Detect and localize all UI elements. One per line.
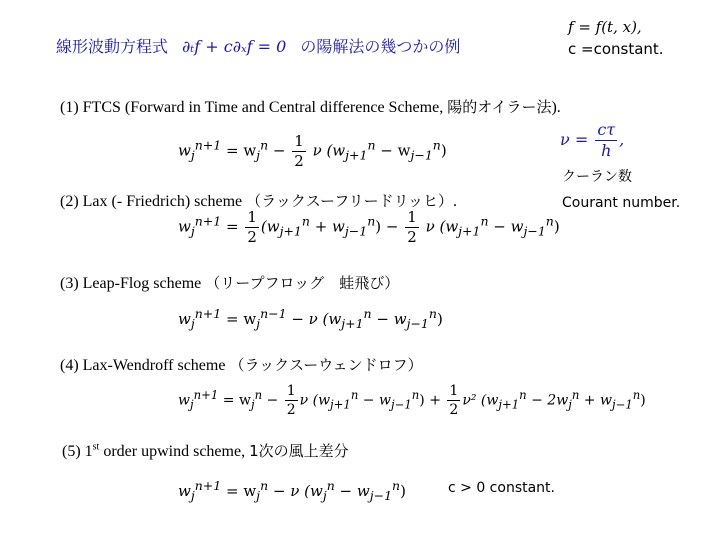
scheme-2-heading — [60, 190, 457, 211]
scheme-5-label-jp: 1次の風上差分 — [249, 442, 349, 460]
formula-lax-wendroff: $w_j^{n+1} = w_j^n$ − $\frac{1}{2}$ ν $(w_{j+1}^n - w_{j-1}^n)$ + $\frac{1}{2}$ ν² $(w_{j+1}^n - 2w_j^n + w_{j-1}^n)$ — [178, 383, 646, 418]
upwind-note: c > 0 constant. — [448, 480, 555, 496]
scheme-4-heading — [60, 354, 423, 375]
fraction-half: $\frac{1}{2}$ — [294, 132, 304, 170]
scheme-5-heading: (5) 1st order upwind scheme, 1次の風上差分 — [62, 441, 349, 460]
fraction-half: $\frac{1}{2}$ — [407, 208, 417, 246]
scheme-1-heading — [60, 96, 561, 117]
fraction-half: $\frac{1}{2}$ — [449, 383, 459, 418]
scheme-3-label: (3) Leap-Flog scheme — [60, 275, 202, 292]
scheme-3-label-jp: （リープフロッグ 蛙飛び） — [205, 274, 400, 292]
scheme-4-label-jp: （ラックスーウェンドロフ） — [229, 356, 423, 374]
fraction-c-tau-over-h: $\frac{c\tau}{h}$ — [597, 120, 616, 160]
courant-en: Courant number. — [562, 195, 681, 211]
scheme-1-label-tail: ). — [551, 99, 561, 116]
scheme-1-label: (1) FTCS (Forward in Time and Central difference Scheme, — [60, 99, 444, 116]
definition-f: f = f(t, x), — [568, 18, 642, 36]
fraction-half: $\frac{1}{2}$ — [247, 208, 257, 246]
scheme-2-label-tail: . — [453, 193, 457, 210]
scheme-2-label-jp: （ラックスーフリードリッヒ） — [246, 192, 453, 210]
definitions-box — [568, 16, 664, 60]
formula-leapfrog: $w_j^{n+1} = w_j^{n-1} - \nu$ $(w_{j+1}^n - w_{j-1}^n)$ — [178, 306, 443, 331]
scheme-4-label: (4) Lax-Wendroff scheme — [60, 357, 226, 374]
title-equation: ∂ₜf + c∂ₓf = 0 — [182, 37, 287, 56]
scheme-1-label-jp: 陽的オイラー法 — [447, 98, 552, 116]
definition-c: c =constant. — [568, 40, 664, 58]
courant-definition: ν = $\frac{c\tau}{h}$ , — [560, 120, 625, 160]
scheme-5-label: (5) 1 — [62, 443, 93, 460]
courant-jp: クーラン数 — [562, 169, 632, 185]
title-prefix: 線形波動方程式 — [56, 37, 169, 56]
scheme-3-heading — [60, 272, 399, 293]
formula-ftcs: $w_j^{n+1} = w_j^n$ − $\frac{1}{2}$ ν $(w_{j+1}^n - w_{j-1}^n)$ — [178, 132, 447, 170]
formula-lax: $w_j^{n+1}$ = $\frac{1}{2}$ $(w_{j+1}^n + w_{j-1}^n)$ − $\frac{1}{2}$ ν $(w_{j+1}^n - w_{j-1}^n)$ — [178, 208, 560, 246]
title-suffix: の陽解法の幾つかの例 — [300, 37, 461, 56]
page-title — [56, 34, 460, 57]
formula-upwind: $w_j^{n+1} = w_j^n - \nu$ $(w_j^n - w_{j-1}^n)$ — [178, 478, 406, 503]
fraction-half: $\frac{1}{2}$ — [286, 383, 296, 418]
scheme-2-label: (2) Lax (- Friedrich) scheme — [60, 193, 243, 210]
